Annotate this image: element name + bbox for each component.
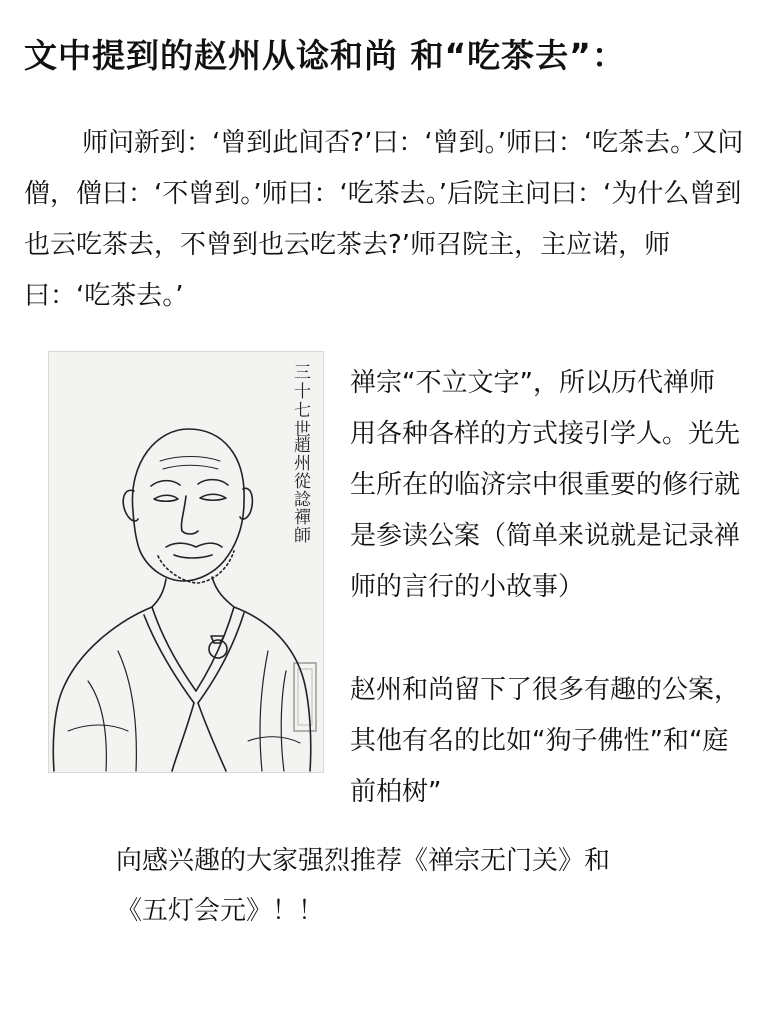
recommendation-line-1: 向感兴趣的大家强烈推荐《禅宗无门关》和 [116, 846, 611, 876]
portrait-caption-1: 三十七世 [290, 363, 310, 439]
portrait-caption-2: 趙州從諗禪師 [290, 436, 310, 544]
book-recommendation [116, 836, 736, 936]
zhaozhou-portrait-image [48, 351, 324, 773]
quote-paragraph: 师问新到：‘曾到此间否?’曰：‘曾到。’师曰：‘吃茶去。’又问僧，僧曰：‘不曾到。’师曰：‘吃茶去。’后院主问曰：‘为什么曾到也云吃茶去，不曾到也云吃茶去?’师召院主，主应诺，师曰：‘吃茶去。’ [24, 128, 744, 311]
recommendation-line-2: 《五灯会元》！！ [116, 896, 325, 926]
zen-intro-paragraph: 禅宗“不立文字”，所以历代禅师用各种各样的方式接引学人。光先生所在的临济宗中很重要的修行就是参读公案（简单来说就是记录禅师的言行的小故事） [350, 368, 741, 602]
page-title: 文中提到的赵州从谂和尚 和“吃茶去”： [24, 36, 626, 75]
zhaozhou-koan-paragraph: 赵州和尚留下了很多有趣的公案，其他有名的比如“狗子佛性”和“庭前柏树” [350, 675, 741, 807]
